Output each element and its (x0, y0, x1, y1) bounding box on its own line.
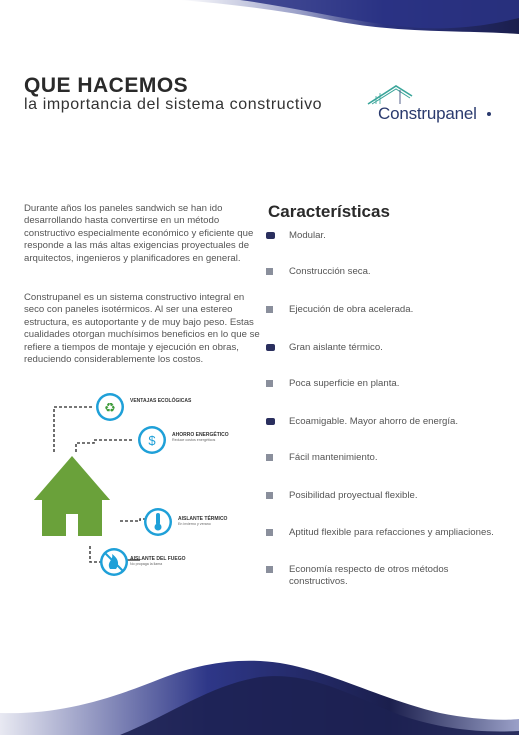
description-paragraph: Construpanel es un sistema constructivo integral en seco con paneles isotérmicos. Al ser una estereo estructura, es autoportante y de muy bajo peso. Estas cualidades otorgan muchísimos beneficios en lo que se refiere a tiempos de montaje y ejecución en obras, reduciendo considerablemente los costos. (24, 292, 260, 366)
characteristics-title: Características (268, 202, 390, 221)
header-wave (0, 0, 519, 40)
bullet-icon (266, 344, 275, 351)
diagram-graphic (30, 388, 250, 580)
characteristic-label: Posibilidad proyectual flexible. (289, 490, 418, 501)
bullet-icon (266, 380, 273, 387)
benefit-label-ecologicas: VENTAJAS ECOLÓGICAS (130, 398, 192, 404)
bullet-icon (266, 454, 273, 461)
characteristic-item (266, 304, 496, 316)
benefit-label-ahorro: AHORRO ENERGÉTICO (172, 432, 229, 438)
characteristic-label: Gran aislante térmico. (289, 342, 383, 353)
svg-text:♻: ♻ (104, 401, 116, 416)
characteristic-label: Ejecución de obra acelerada. (289, 304, 414, 315)
benefits-diagram (30, 388, 250, 580)
bullet-icon (266, 566, 273, 573)
characteristic-label: Poca superficie en planta. (289, 378, 400, 389)
characteristic-item (266, 527, 496, 539)
characteristic-item (266, 342, 496, 354)
page-subtitle: la importancia del sistema constructivo (24, 96, 323, 113)
characteristic-label: Construcción seca. (289, 266, 371, 277)
page-title: QUE HACEMOS (24, 74, 189, 97)
bullet-icon (266, 268, 273, 275)
benefit-label-fuego: AISLANTE DEL FUEGO (130, 556, 186, 562)
bullet-icon (266, 232, 275, 239)
logo-text: Construpanel (378, 104, 477, 123)
benefit-label-termico: AISLANTE TÉRMICO (178, 516, 228, 522)
svg-text:$: $ (148, 433, 156, 448)
footer-wave (0, 655, 519, 735)
benefit-sub-fuego: No propaga la llama (130, 562, 163, 566)
bullet-icon (266, 306, 273, 313)
house-icon (34, 456, 110, 536)
characteristic-item (266, 452, 496, 464)
characteristic-label: Ecoamigable. Mayor ahorro de energía. (289, 416, 459, 427)
characteristic-label: Fácil mantenimiento. (289, 452, 378, 463)
bullet-icon (266, 529, 273, 536)
characteristic-item (266, 564, 496, 589)
characteristic-item (266, 490, 496, 502)
characteristic-item (266, 266, 496, 278)
benefit-sub-termico: En invierno y verano (178, 522, 211, 526)
characteristic-label: Modular. (289, 230, 326, 241)
characteristic-label: Aptitud flexible para refacciones y ampliaciones. (289, 527, 494, 538)
logo-dot (487, 112, 491, 116)
characteristic-item (266, 416, 496, 428)
characteristic-item (266, 230, 496, 242)
bullet-icon (266, 492, 273, 499)
intro-paragraph: Durante años los paneles sandwich se han ido desarrollando hasta convertirse en un método constructivo especialmente económico y eficiente que responde a las más altas exigencias proyectuales de arquitectos, ingenieros y planificadores en general. (24, 203, 254, 264)
bullet-icon (266, 418, 275, 425)
benefit-sub-ahorro: Reduce costos energéticos (172, 438, 216, 442)
characteristic-label: Economía respecto de otros métodos constructivos. (289, 564, 449, 588)
construpanel-logo (364, 82, 504, 126)
characteristic-item (266, 378, 496, 390)
